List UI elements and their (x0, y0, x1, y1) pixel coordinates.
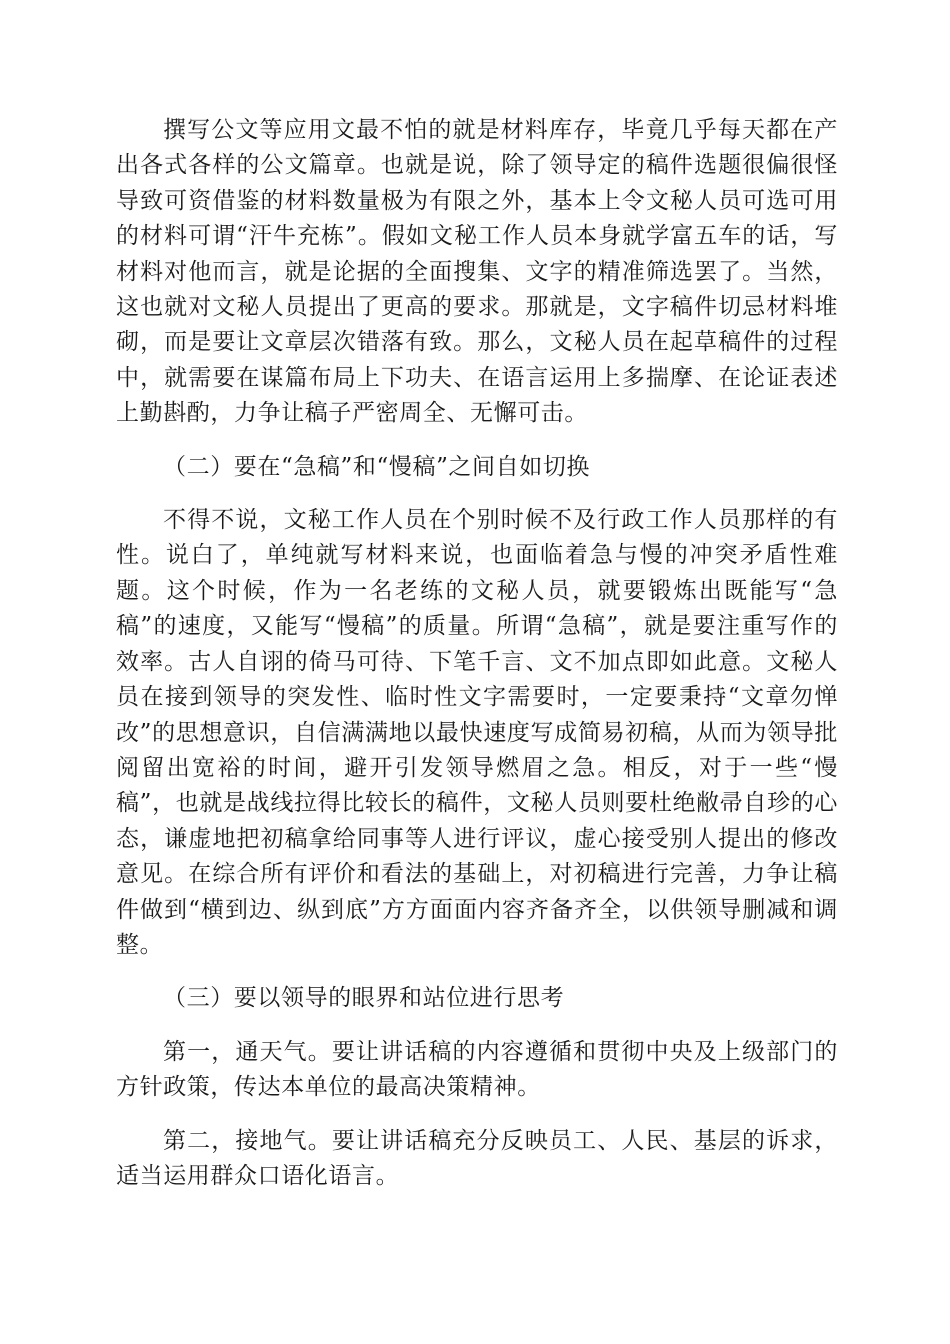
paragraph-first-point: 第一，通天气。要让讲话稿的内容遵循和贯彻中央及上级部门的方针政策，传达本单位的最高决策精神。 (116, 1038, 838, 1101)
paragraph-urgent-slow-drafts: 不得不说，文秘工作人员在个别时候不及行政工作人员那样的有性。说白了，单纯就写材料来说，也面临着急与慢的冲突矛盾性难题。这个时候，作为一名老练的文秘人员，就要锻炼出既能写“急稿”的速度，又能写“慢稿”的质量。所谓“急稿”，就是要注重写作的效率。古人自诩的倚马可待、下笔千言、文不加点即如此意。文秘人员在接到领导的突发性、临时性文字需要时，一定要秉持“文章勿惮改”的思想意识，自信满满地以最快速度写成简易初稿，从而为领导批阅留出宽裕的时间，避开引发领导燃眉之急。相反，对于一些“慢稿”，也就是战线拉得比较长的稿件，文秘人员则要杜绝敝帚自珍的心态，谦虚地把初稿拿给同事等人进行评议，虚心接受别人提出的修改意见。在综合所有评价和看法的基础上，对初稿进行完善，力争让稿件做到“横到边、纵到底”方方面面内容齐备齐全，以供领导删减和调整。 (116, 507, 838, 958)
paragraph-materials: 撰写公文等应用文最不怕的就是材料库存，毕竟几乎每天都在产出各式各样的公文篇章。也就是说，除了领导定的稿件选题很偏很怪导致可资借鉴的材料数量极为有限之外，基本上令文秘人员可选可用的材料可谓“汗牛充栋”。假如文秘工作人员本身就学富五车的话，写材料对他而言，就是论据的全面搜集、文字的精准筛选罢了。当然，这也就对文秘人员提出了更高的要求。那就是，文字稿件切忌材料堆砌，而是要让文章层次错落有致。那么，文秘人员在起草稿件的过程中，就需要在谋篇布局上下功夫、在语言运用上多揣摩、在论证表述上勤斟酌，力争让稿子严密周全、无懈可击。 (116, 117, 838, 427)
section-heading-3: （三）要以领导的眼界和站位进行思考 (163, 985, 565, 1012)
paragraph-second-point: 第二，接地气。要让讲话稿充分反映员工、人民、基层的诉求，适当运用群众口语化语言。 (116, 1127, 838, 1189)
section-heading-2: （二）要在“急稿”和“慢稿”之间自如切换 (163, 453, 591, 480)
document-body (116, 113, 838, 1212)
